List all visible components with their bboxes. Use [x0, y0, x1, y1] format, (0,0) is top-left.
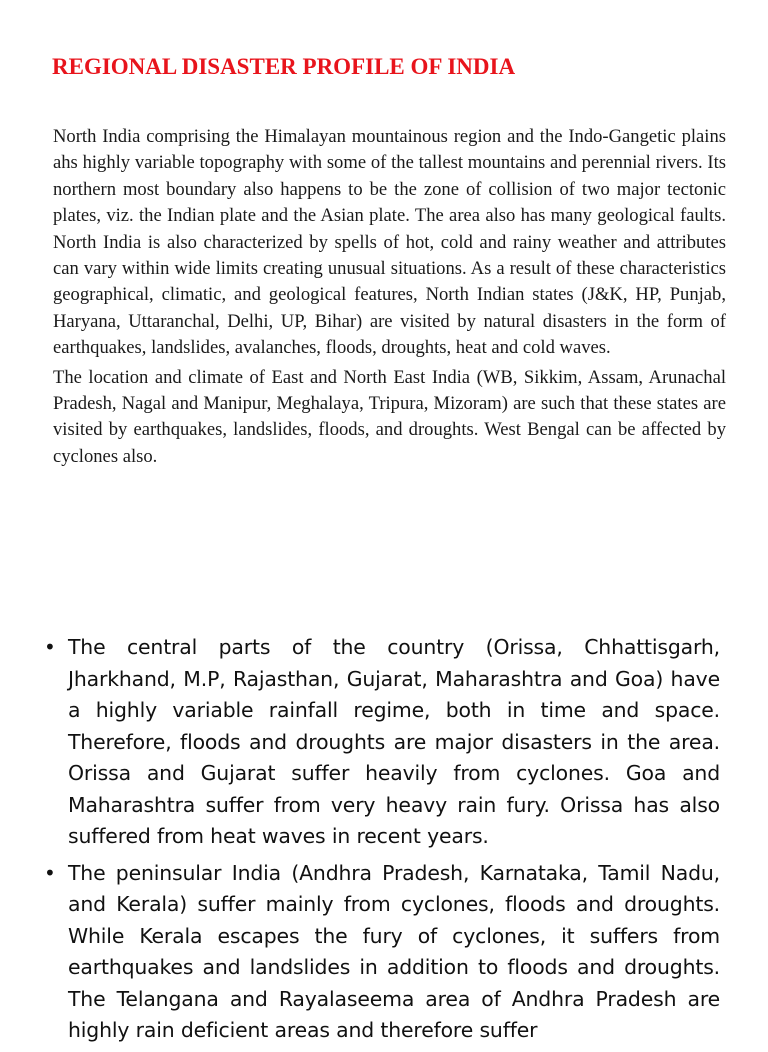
paragraph-east-india: The location and climate of East and North East India (WB, Sikkim, Assam, Arunachal Pradesh, Nagal and Manipur, Meghalaya, Tripura, Mizoram) are such that these states are visited by earthquakes, landslides, floods, and droughts. West Bengal can be affected by cyclones also.	[53, 366, 726, 467]
intro-text-block	[53, 124, 726, 473]
bullet-marker: •	[44, 860, 56, 885]
page-title: REGIONAL DISASTER PROFILE OF INDIA	[52, 54, 516, 79]
bullet-list	[44, 632, 720, 1052]
list-item	[44, 858, 720, 1047]
list-item-text: The central parts of the country (Orissa, Chhattisgarh, Jharkhand, M.P, Rajasthan, Gujarat, Maharashtra and Goa) have a highly variable rainfall regime, both in time and space. Therefore, floods and droughts are major disasters in the area. Orissa and Gujarat suffer heavily from cyclones. Goa and Maharashtra suffer from very heavy rain fury. Orissa has also suffered from heat waves in recent years.	[68, 635, 720, 848]
list-item-text: The peninsular India (Andhra Pradesh, Karnataka, Tamil Nadu, and Kerala) suffer mainly from cyclones, floods and droughts. While Kerala escapes the fury of cyclones, it suffers from earthquakes and landslides in addition to floods and droughts. The Telangana and Rayalaseema area of Andhra Pradesh are highly rain deficient areas and therefore suffer	[68, 860, 720, 1042]
list-item	[44, 632, 720, 853]
bullet-marker: •	[44, 635, 56, 659]
paragraph-north-india: North India comprising the Himalayan mountainous region and the Indo-Gangetic plains ahs highly variable topography with some of the tallest mountains and perennial rivers. Its northern most boundary also happens to be the zone of collision of two major tectonic plates, viz. the Indian plate and the Asian plate. The area also has many geological faults. North India is also characterized by spells of hot, cold and rainy weather and attributes can vary within wide limits creating unusual situations. As a result of these characteristics geographical, climatic, and geological features, North Indian states (J&K, HP, Punjab, Haryana, Uttaranchal, Delhi, UP, Bihar) are visited by natural disasters in the form of earthquakes, landslides, avalanches, floods, droughts, heat and cold waves.	[53, 126, 726, 359]
